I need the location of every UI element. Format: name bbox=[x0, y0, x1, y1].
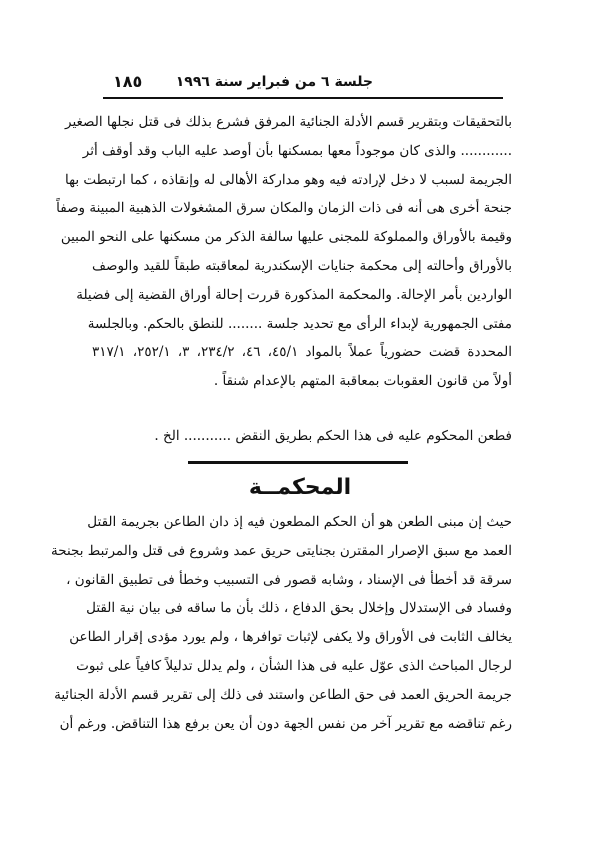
text-line: الجريمة لسبب لا دخل لإرادته فيه وهو مداركة الأهالى له وإنقاذه ، كما ارتبطت بها bbox=[65, 171, 512, 188]
section-title: المحكمــة bbox=[248, 475, 352, 500]
section-divider bbox=[188, 461, 408, 464]
paragraph-court bbox=[51, 508, 512, 738]
text-line: جريمة الحريق العمد فى حق الطاعن واستند فى ذلك إلى تقرير قسم الأدلة الجنائية bbox=[54, 686, 512, 703]
text-line: وقيمة بالأوراق والمملوكة للمجنى عليها سالفة الذكر من مسكنها على النحو المبين bbox=[60, 229, 512, 246]
text-line: بالأوراق وأحالته إلى محكمة جنايات الإسكندرية لمعاقبته طبقاً للقيد والوصف bbox=[92, 257, 512, 274]
text-line: العمد مع سبق الإصرار المقترن بجنايتى حريق عمد وشروع فى قتل والمرتبط بجنحة bbox=[51, 542, 512, 559]
paragraph-facts bbox=[56, 108, 512, 396]
text-line: أولاً من قانون العقوبات بمعاقبة المتهم بالإعدام شنقاً . bbox=[213, 373, 512, 390]
text-line: سرقة قد أخطأ فى الإسناد ، وشابه قصور فى التسبيب وخطأ فى تطبيق القانون ، bbox=[66, 571, 512, 588]
text-line: جنحة أخرى هى أنه فى ذات الزمان والمكان سرق المشغولات الذهبية المبينة وصفاً bbox=[56, 200, 512, 217]
text-line: حيث إن مبنى الطعن هو أن الحكم المطعون فيه إذ دان الطاعن بجريمة القتل bbox=[87, 514, 512, 530]
text-line: يخالف الثابت فى الأوراق ولا يكفى لإثبات توافرها ، ولم يورد مؤدى إقرار الطاعن bbox=[69, 629, 512, 646]
session-title: جلسة ٦ من فبراير سنة ١٩٩٦ bbox=[175, 74, 373, 90]
text-line: لرجال المباحث الذى عوّل عليه فى هذا الشأن ، ولم يدلل تدليلاً كافياً على ثبوت bbox=[76, 657, 512, 674]
text-line: المحددة قضت حضورياً عملاً بالمواد ٤٥/١، ٤٦، ٢٣٤/٢، ٣، ٢٥٢/١، ٣١٧/١ bbox=[92, 344, 512, 361]
page-header bbox=[103, 70, 503, 96]
header-rule bbox=[103, 97, 503, 99]
text-line: مفتى الجمهورية لإبداء الرأى مع تحديد جلسة ........ للنطق بالحكم. وبالجلسة bbox=[87, 315, 512, 332]
page-number: ١٨٥ bbox=[113, 72, 143, 91]
text-line: ............ والذى كان موجوداً معها بمسكنها بأن أوصد عليه الباب وقد أوقف أثر bbox=[82, 142, 512, 159]
text-line: وفساد فى الإستدلال وإخلال بحق الدفاع ، ذلك بأن ما ساقه فى بيان نية القتل bbox=[86, 600, 512, 617]
text-line: الواردين بأمر الإحالة. والمحكمة المذكورة قررت إحالة أوراق القضية إلى فضيلة bbox=[76, 286, 512, 303]
text-line: بالتحقيقات وبتقرير قسم الأدلة الجنائية المرفق فشرع بذلك فى قتل نجلها الصغير bbox=[65, 114, 512, 130]
appeal-line: فطعن المحكوم عليه فى هذا الحكم بطريق النقض ........... الخ . bbox=[154, 428, 512, 444]
text-line: رغم تناقضه مع تقرير آخر من نفس الجهة دون أن يعن برفع هذا التناقض. ورغم أن bbox=[59, 715, 512, 732]
